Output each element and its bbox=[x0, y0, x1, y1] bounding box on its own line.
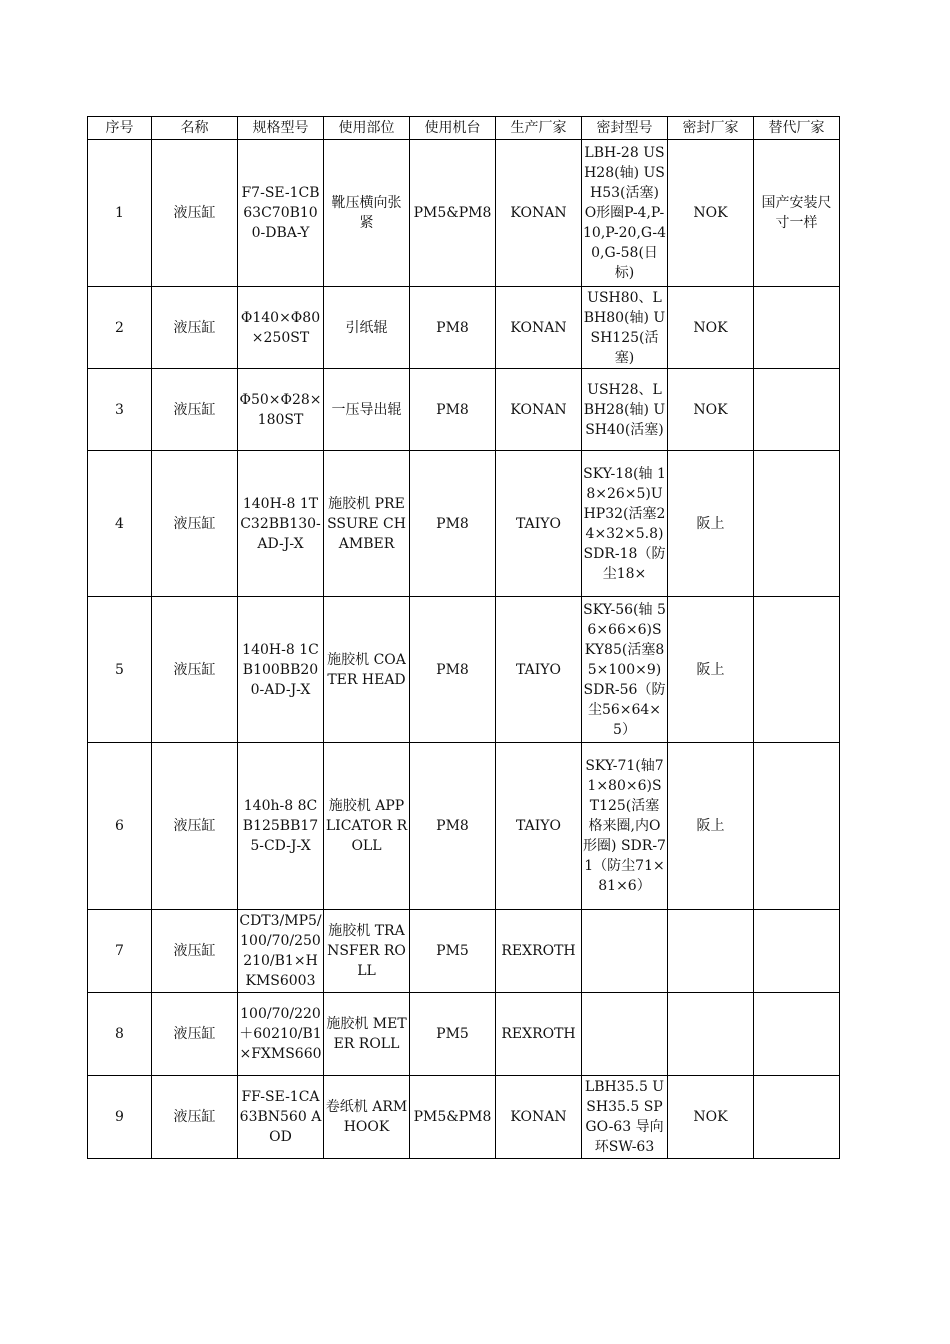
col-header-machine: 使用机台 bbox=[410, 117, 496, 140]
cell-name: 液压缸 bbox=[152, 369, 238, 451]
cell-position: 施胶机 METER ROLL bbox=[324, 993, 410, 1076]
cell-index: 7 bbox=[88, 910, 152, 993]
cell-alt-maker bbox=[754, 910, 840, 993]
cell-name: 液压缸 bbox=[152, 1076, 238, 1159]
cell-maker: TAIYO bbox=[496, 597, 582, 743]
cell-position: 卷纸机 ARM HOOK bbox=[324, 1076, 410, 1159]
cell-position: 引纸辊 bbox=[324, 287, 410, 369]
seal-model-text: USH28、LBH28(轴) USH40(活塞) bbox=[583, 381, 666, 438]
cell-name: 液压缸 bbox=[152, 910, 238, 993]
table-row bbox=[88, 369, 840, 451]
cell-seal-maker: NOK bbox=[668, 1076, 754, 1159]
cell-spec: Φ50×Φ28×180ST bbox=[238, 369, 324, 451]
cell-index: 3 bbox=[88, 369, 152, 451]
col-header-index: 序号 bbox=[88, 117, 152, 140]
cell-index: 2 bbox=[88, 287, 152, 369]
cell-seal-maker: NOK bbox=[668, 369, 754, 451]
table-row bbox=[88, 287, 840, 369]
cell-index: 4 bbox=[88, 451, 152, 597]
cell-spec: 140h-8 8CB125BB175-CD-J-X bbox=[238, 743, 324, 910]
cell-spec: 140H-8 1TC32BB130-AD-J-X bbox=[238, 451, 324, 597]
cell-seal-model bbox=[582, 451, 668, 597]
cell-seal-maker bbox=[668, 910, 754, 993]
cell-name: 液压缸 bbox=[152, 287, 238, 369]
table-row bbox=[88, 140, 840, 287]
cell-position: 施胶机 PRESSURE CHAMBER bbox=[324, 451, 410, 597]
cell-alt-maker: 国产安装尺寸一样 bbox=[754, 140, 840, 287]
table-row bbox=[88, 743, 840, 910]
col-header-seal-model: 密封型号 bbox=[582, 117, 668, 140]
cell-seal-maker: 阪上 bbox=[668, 597, 754, 743]
cell-seal-model bbox=[582, 140, 668, 287]
cell-machine: PM8 bbox=[410, 597, 496, 743]
cell-seal-maker bbox=[668, 993, 754, 1076]
cell-alt-maker bbox=[754, 287, 840, 369]
cell-seal-maker: 阪上 bbox=[668, 451, 754, 597]
cell-maker: KONAN bbox=[496, 140, 582, 287]
cell-seal-model bbox=[582, 597, 668, 743]
sealing-parts-table bbox=[87, 116, 840, 1159]
table-row bbox=[88, 993, 840, 1076]
cell-machine: PM8 bbox=[410, 451, 496, 597]
cell-machine: PM8 bbox=[410, 369, 496, 451]
table-row bbox=[88, 451, 840, 597]
seal-model-text: SKY-56(轴 56×66×6)SKY85(活塞85×100×9) SDR-56（防尘56×64×5） bbox=[583, 601, 666, 738]
cell-seal-maker: NOK bbox=[668, 140, 754, 287]
cell-maker: KONAN bbox=[496, 287, 582, 369]
col-header-name: 名称 bbox=[152, 117, 238, 140]
cell-machine: PM5&PM8 bbox=[410, 1076, 496, 1159]
cell-position: 靴压横向张紧 bbox=[324, 140, 410, 287]
header-row bbox=[88, 117, 840, 140]
cell-seal-maker: NOK bbox=[668, 287, 754, 369]
cell-machine: PM5&PM8 bbox=[410, 140, 496, 287]
cell-alt-maker bbox=[754, 597, 840, 743]
table-row bbox=[88, 1076, 840, 1159]
cell-machine: PM8 bbox=[410, 287, 496, 369]
cell-seal-model bbox=[582, 993, 668, 1076]
cell-maker: TAIYO bbox=[496, 451, 582, 597]
cell-machine: PM5 bbox=[410, 993, 496, 1076]
cell-alt-maker bbox=[754, 451, 840, 597]
seal-model-text: LBH-28 USH28(轴) USH53(活塞) O形圈P-4,P-10,P-20,G-40,G-58(日标) bbox=[583, 145, 666, 281]
cell-name: 液压缸 bbox=[152, 451, 238, 597]
cell-position: 施胶机 APPLICATOR ROLL bbox=[324, 743, 410, 910]
cell-machine: PM8 bbox=[410, 743, 496, 910]
cell-machine: PM5 bbox=[410, 910, 496, 993]
cell-spec: Φ140×Φ80×250ST bbox=[238, 287, 324, 369]
cell-spec: 100/70/220＋60210/B1×FXMS660 bbox=[238, 993, 324, 1076]
cell-name: 液压缸 bbox=[152, 743, 238, 910]
cell-index: 5 bbox=[88, 597, 152, 743]
cell-maker: KONAN bbox=[496, 1076, 582, 1159]
cell-index: 8 bbox=[88, 993, 152, 1076]
seal-model-text: USH80、LBH80(轴) USH125(活塞) bbox=[583, 289, 666, 366]
cell-name: 液压缸 bbox=[152, 140, 238, 287]
seal-model-text: LBH35.5 USH35.5 SPGO-63 导向环SW-63 bbox=[584, 1079, 665, 1155]
col-header-alt-maker: 替代厂家 bbox=[754, 117, 840, 140]
seal-model-text: SKY-18(轴 18×26×5)UHP32(活塞24×32×5.8) SDR-18（防尘18× bbox=[583, 465, 666, 582]
col-header-maker: 生产厂家 bbox=[496, 117, 582, 140]
cell-alt-maker bbox=[754, 369, 840, 451]
seal-model-text: SKY-71(轴71×80×6)ST125(活塞格来圈,内O形圈) SDR-71（防尘71×81×6） bbox=[583, 758, 666, 894]
cell-maker: REXROTH bbox=[496, 993, 582, 1076]
cell-maker: REXROTH bbox=[496, 910, 582, 993]
cell-maker: TAIYO bbox=[496, 743, 582, 910]
cell-position: 施胶机 TRANSFER ROLL bbox=[324, 910, 410, 993]
cell-alt-maker bbox=[754, 743, 840, 910]
table-row bbox=[88, 910, 840, 993]
col-header-seal-maker: 密封厂家 bbox=[668, 117, 754, 140]
cell-seal-model bbox=[582, 743, 668, 910]
cell-maker: KONAN bbox=[496, 369, 582, 451]
cell-name: 液压缸 bbox=[152, 993, 238, 1076]
cell-index: 1 bbox=[88, 140, 152, 287]
col-header-position: 使用部位 bbox=[324, 117, 410, 140]
cell-seal-model bbox=[582, 287, 668, 369]
cell-alt-maker bbox=[754, 993, 840, 1076]
col-header-spec: 规格型号 bbox=[238, 117, 324, 140]
cell-spec: FF-SE-1CA63BN560 AOD bbox=[238, 1076, 324, 1159]
cell-index: 9 bbox=[88, 1076, 152, 1159]
cell-spec: F7-SE-1CB63C70B100-DBA-Y bbox=[238, 140, 324, 287]
cell-alt-maker bbox=[754, 1076, 840, 1159]
cell-index: 6 bbox=[88, 743, 152, 910]
cell-seal-maker: 阪上 bbox=[668, 743, 754, 910]
cell-position: 一压导出辊 bbox=[324, 369, 410, 451]
cell-name: 液压缸 bbox=[152, 597, 238, 743]
cell-seal-model bbox=[582, 1076, 668, 1159]
cell-seal-model bbox=[582, 910, 668, 993]
cell-seal-model bbox=[582, 369, 668, 451]
cell-position: 施胶机 COATER HEAD bbox=[324, 597, 410, 743]
cell-spec: 140H-8 1CB100BB200-AD-J-X bbox=[238, 597, 324, 743]
cell-spec: CDT3/MP5/100/70/250210/B1×HKMS6003 bbox=[238, 910, 324, 993]
table-row bbox=[88, 597, 840, 743]
